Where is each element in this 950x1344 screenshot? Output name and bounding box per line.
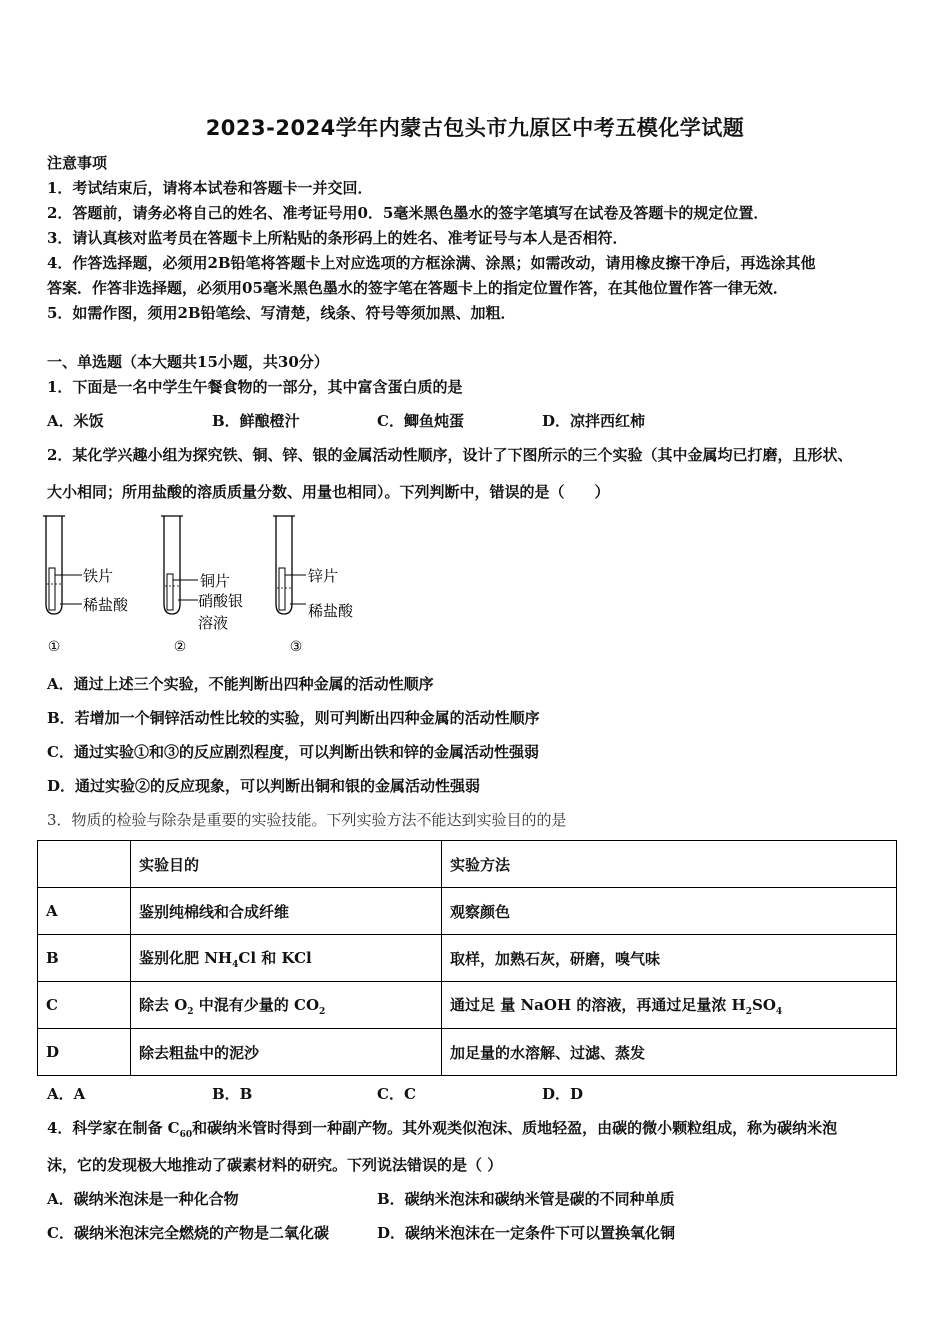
q3-option-d: D．D	[542, 1085, 584, 1103]
q4-options-row2	[47, 1222, 675, 1243]
tube1-liquid-label: 稀盐酸	[83, 596, 129, 614]
q2-option-b: B．若增加一个铜锌活动性比较的实验，则可判断出四种金属的活动性顺序	[47, 709, 540, 727]
q4-option-b: B．碳纳米泡沫和碳纳米管是碳的不同种单质	[377, 1190, 675, 1208]
q4-stem-line2: 沫，它的发现极大地推动了碳素材料的研究。下列说法错误的是（ ）	[47, 1156, 503, 1174]
tube2-liquid-label-line2: 溶液	[198, 614, 229, 632]
q1-option-a: A．米饭	[47, 412, 104, 430]
table-header-cell: 实验目的	[131, 841, 442, 888]
tube1-number: ①	[47, 639, 61, 655]
row-method: 加足量的水溶解、过滤、蒸发	[442, 1029, 897, 1076]
test-tube-2	[161, 516, 243, 655]
q2-stem-line2: 大小相同；所用盐酸的溶质质量分数、用量也相同）。下列判断中，错误的是（ ）	[47, 483, 610, 501]
table-row	[38, 888, 897, 935]
q3-option-c: C．C	[377, 1085, 416, 1103]
q1-options	[47, 410, 645, 431]
row-label: D	[38, 1029, 131, 1076]
row-method: 观察颜色	[442, 888, 897, 935]
q4-option-d: D．碳纳米泡沫在一定条件下可以置换氧化铜	[377, 1224, 676, 1242]
tube2-number: ②	[173, 639, 187, 655]
q1-option-c: C．鲫鱼炖蛋	[377, 412, 464, 430]
notice-heading: 注意事项	[47, 154, 108, 172]
row-purpose: 鉴别化肥 $NH_4Cl$ 和 KCl	[131, 935, 442, 982]
test-tube-3	[273, 516, 354, 655]
notice-item: 3．请认真核对监考员在答题卡上所粘贴的条形码上的姓名、准考证号与本人是否相符．	[47, 229, 628, 247]
q2-option-a: A．通过上述三个实验，不能判断出四种金属的活动性顺序	[47, 675, 434, 693]
tube3-metal-label: 锌片	[308, 567, 339, 585]
q4-stem-line1: 4．科学家在制备 $C_{60}$和碳纳米管时得到一种副产物。其外观类似泡沫、质地轻盈，由碳的微小颗粒组成，称为碳纳米泡	[47, 1119, 838, 1140]
q3-option-a: A．A	[47, 1085, 86, 1103]
test-tube-1	[43, 516, 129, 655]
table-row	[38, 1029, 897, 1076]
q1-stem: 1．下面是一名中学生午餐食物的一部分，其中富含蛋白质的是	[47, 378, 463, 396]
test-tube-figure	[40, 508, 380, 658]
notice-item: 4．作答选择题，必须用2B铅笔将答题卡上对应选项的方框涂满、涂黑；如需改动，请用橡皮擦干净后，再选涂其他	[47, 254, 816, 272]
table-header-cell: 实验方法	[442, 841, 897, 888]
table-row	[38, 935, 897, 982]
notice-item: 1．考试结束后，请将本试卷和答题卡一并交回．	[47, 179, 373, 197]
q2-option-d: D．通过实验②的反应现象，可以判断出铜和银的金属活动性强弱	[47, 777, 481, 795]
q4-option-c: C．碳纳米泡沫完全燃烧的产物是二氧化碳	[47, 1224, 329, 1242]
row-label: B	[38, 935, 131, 982]
q3-stem: 3．物质的检验与除杂是重要的实验技能。下列实验方法不能达到实验目的的是	[47, 811, 567, 829]
tube1-metal-label: 铁片	[83, 567, 114, 585]
experiment-table	[37, 840, 897, 1076]
q3-options	[47, 1083, 583, 1104]
q1-option-d: D．凉拌西红柿	[542, 412, 646, 430]
row-purpose: 除去粗盐中的泥沙	[131, 1029, 442, 1076]
notice-item: 答案．作答非选择题，必须用05毫米黑色墨水的签字笔在答题卡上的指定位置作答，在其他位置作答一律无效．	[47, 279, 788, 297]
tube3-number: ③	[289, 639, 303, 655]
tube2-metal-label: 铜片	[200, 572, 231, 590]
q1-option-b: B．鲜酿橙汁	[212, 412, 300, 430]
q4-option-a: A．碳纳米泡沫是一种化合物	[47, 1190, 239, 1208]
q2-option-c: C．通过实验①和③的反应剧烈程度，可以判断出铁和锌的金属活动性强弱	[47, 743, 539, 761]
row-label: A	[38, 888, 131, 935]
table-row	[38, 982, 897, 1029]
tube3-liquid-label: 稀盐酸	[308, 602, 354, 620]
q2-stem-line1: 2．某化学兴趣小组为探究铁、铜、锌、银的金属活动性顺序，设计了下图所示的三个实验（其中金属均已打磨，且形状、	[47, 446, 853, 464]
notice-item: 2．答题前，请务必将自己的姓名、准考证号用0．5毫米黑色墨水的签字笔填写在试卷及答题卡的规定位置．	[47, 204, 769, 222]
row-method: 取样，加熟石灰，研磨，嗅气味	[442, 935, 897, 982]
table-header-cell	[38, 841, 131, 888]
table-header-row	[38, 841, 897, 888]
page-title: 2023-2024学年内蒙古包头市九原区中考五模化学试题	[205, 116, 745, 140]
section-heading: 一、单选题（本大题共15小题，共30分）	[47, 353, 329, 371]
notice-item: 5．如需作图，须用2B铅笔绘、写清楚，线条、符号等须加黑、加粗．	[47, 304, 516, 322]
row-purpose: 鉴别纯棉线和合成纤维	[131, 888, 442, 935]
row-purpose: 除去 $O_2$ 中混有少量的 $CO_2$	[131, 982, 442, 1029]
row-label: C	[38, 982, 131, 1029]
q3-option-b: B．B	[212, 1085, 253, 1103]
tube2-liquid-label-line1: 硝酸银	[198, 592, 244, 610]
row-method: 通过足 量 NaOH 的溶液，再通过足量浓 $H_2SO_4$	[442, 982, 897, 1029]
q4-options-row1	[47, 1188, 675, 1209]
